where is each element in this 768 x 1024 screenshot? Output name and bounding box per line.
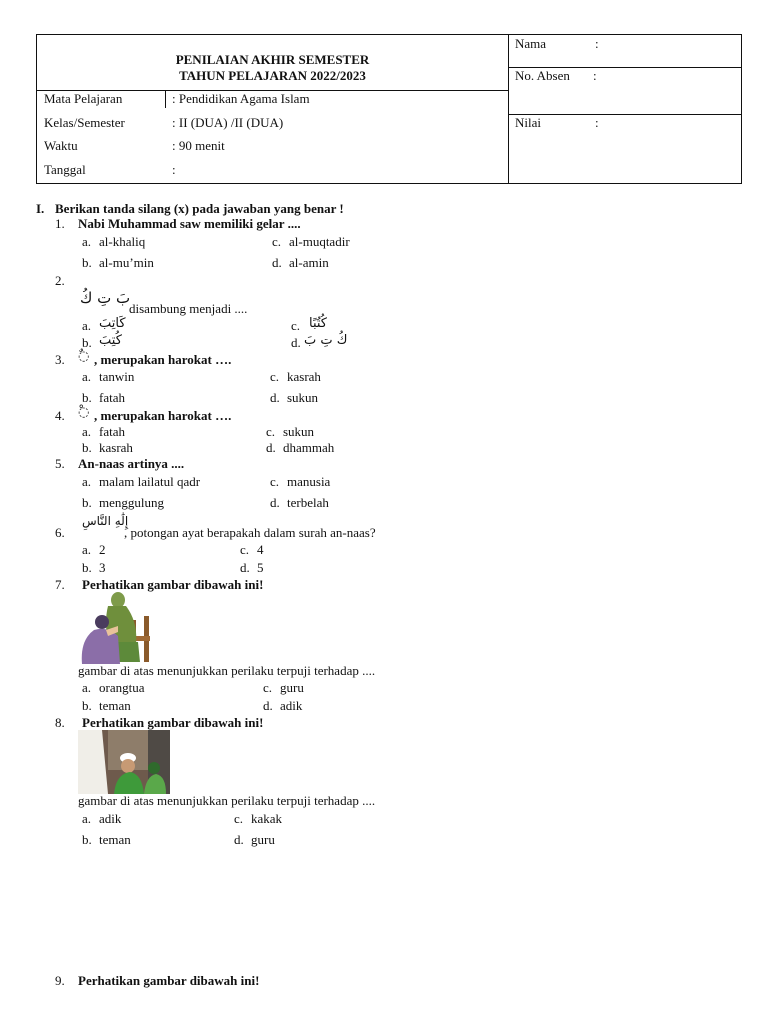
name-label: Nama	[515, 36, 547, 51]
option-text: guru	[251, 832, 275, 847]
exam-year: TAHUN PELAJARAN 2022/2023	[179, 68, 366, 83]
question-number: 9.	[55, 973, 65, 988]
option-arabic: كُتِبَ	[99, 333, 122, 348]
option-letter: c.	[266, 424, 276, 439]
option-letter: a.	[82, 318, 92, 333]
option-letter: b.	[82, 832, 92, 847]
question-text: disambung menjadi ....	[129, 301, 248, 316]
question-number: 1.	[55, 216, 65, 231]
score-colon: :	[595, 115, 599, 130]
option-letter: b.	[82, 495, 92, 510]
question-text: , merupakan harokat ….	[94, 408, 232, 423]
exam-title: PENILAIAN AKHIR SEMESTER	[175, 52, 370, 67]
option-arabic: كُتُبًا	[309, 316, 327, 331]
illustration-child-kissing-mother-hand	[78, 592, 152, 664]
option-text: al-khaliq	[99, 234, 146, 249]
option-letter: d.	[291, 335, 301, 350]
option-letter: c.	[263, 680, 273, 695]
option-text: kakak	[251, 811, 283, 826]
option-letter: d.	[266, 440, 276, 455]
question-number: 5.	[55, 456, 65, 471]
question-text: Perhatikan gambar dibawah ini!	[82, 577, 264, 592]
question-number: 6.	[55, 525, 65, 540]
absen-colon: :	[593, 68, 597, 83]
question-text: Perhatikan gambar dibawah ini!	[82, 715, 264, 730]
option-letter: c.	[291, 318, 301, 333]
section-instruction: Berikan tanda silang (x) pada jawaban yang benar !	[55, 201, 344, 216]
option-arabic: كَاتِبَ	[99, 316, 126, 331]
option-letter: c.	[272, 234, 282, 249]
option-text: terbelah	[287, 495, 329, 510]
field-value-time: : 90 menit	[172, 138, 225, 153]
option-letter: c.	[234, 811, 244, 826]
question-text: , potongan ayat berapakah dalam surah an-naas?	[124, 525, 376, 540]
option-text: teman	[99, 832, 131, 847]
option-text: malam lailatul qadr	[99, 474, 201, 489]
option-text: sukun	[287, 390, 319, 405]
option-arabic: كُ تِ بَ	[304, 333, 348, 348]
field-value-subject: : Pendidikan Agama Islam	[172, 91, 310, 106]
question-number: 2.	[55, 273, 65, 288]
question-number: 3.	[55, 352, 65, 367]
name-colon: :	[595, 36, 599, 51]
field-value-class: : II (DUA) /II (DUA)	[172, 115, 284, 130]
option-text: 4	[257, 542, 264, 557]
option-text: fatah	[99, 390, 125, 405]
option-letter: c.	[240, 542, 250, 557]
option-text: fatah	[99, 424, 125, 439]
option-text: kasrah	[99, 440, 133, 455]
field-label-time: Waktu	[44, 138, 78, 153]
question-number: 4.	[55, 408, 65, 423]
option-letter: a.	[82, 542, 92, 557]
picture-caption: gambar di atas menunjukkan perilaku terpuji terhadap ....	[78, 793, 376, 808]
option-letter: d.	[240, 560, 250, 575]
score-label: Nilai	[515, 115, 541, 130]
option-letter: b.	[82, 335, 92, 350]
question-text: Nabi Muhammad saw memiliki gelar ....	[78, 216, 301, 231]
option-letter: d.	[234, 832, 244, 847]
option-letter: a.	[82, 234, 92, 249]
option-text: menggulung	[99, 495, 164, 510]
option-letter: a.	[82, 474, 92, 489]
header-table	[36, 34, 742, 184]
harakat-mark: ◌ٌ	[78, 349, 90, 364]
option-text: dhammah	[283, 440, 335, 455]
arabic-letters: بَ تِ كُ	[80, 289, 131, 307]
option-text: sukun	[283, 424, 315, 439]
option-text: 2	[99, 542, 106, 557]
absen-label: No. Absen	[515, 68, 570, 83]
option-text: al-amin	[289, 255, 329, 270]
question-number: 7.	[55, 577, 65, 592]
option-letter: d.	[272, 255, 282, 270]
option-letter: d.	[263, 698, 273, 713]
option-letter: a.	[82, 811, 92, 826]
option-letter: b.	[82, 390, 92, 405]
question-text: An-naas artinya ....	[78, 456, 185, 471]
option-letter: c.	[270, 474, 280, 489]
option-text: kasrah	[287, 369, 321, 384]
option-text: al-mu’min	[99, 255, 154, 270]
question-text: Perhatikan gambar dibawah ini!	[78, 973, 260, 988]
section-number: I.	[36, 201, 45, 216]
photo-children-greeting-teacher	[78, 730, 170, 794]
option-text: orangtua	[99, 680, 145, 695]
option-text: adik	[280, 698, 303, 713]
picture-caption: gambar di atas menunjukkan perilaku terpuji terhadap ....	[78, 663, 376, 678]
field-label-class: Kelas/Semester	[44, 115, 125, 130]
option-letter: b.	[82, 698, 92, 713]
option-text: 3	[99, 560, 106, 575]
option-letter: b.	[82, 255, 92, 270]
question-number: 8.	[55, 715, 65, 730]
option-letter: d.	[270, 495, 280, 510]
field-value-date: :	[172, 162, 176, 177]
option-letter: b.	[82, 560, 92, 575]
option-letter: b.	[82, 440, 92, 455]
option-letter: a.	[82, 680, 92, 695]
option-text: tanwin	[99, 369, 135, 384]
option-text: guru	[280, 680, 304, 695]
option-letter: c.	[270, 369, 280, 384]
option-letter: a.	[82, 424, 92, 439]
field-label-subject: Mata Pelajaran	[44, 91, 123, 106]
field-label-date: Tanggal	[44, 162, 86, 177]
option-text: teman	[99, 698, 131, 713]
arabic-verse: إِلَٰهِ النَّاسِ	[82, 514, 129, 528]
option-letter: d.	[270, 390, 280, 405]
option-text: 5	[257, 560, 264, 575]
question-text: , merupakan harokat ….	[94, 352, 232, 367]
harakat-mark: ◌ْ	[78, 405, 90, 420]
option-text: manusia	[287, 474, 331, 489]
option-text: adik	[99, 811, 122, 826]
option-letter: a.	[82, 369, 92, 384]
option-text: al-muqtadir	[289, 234, 350, 249]
